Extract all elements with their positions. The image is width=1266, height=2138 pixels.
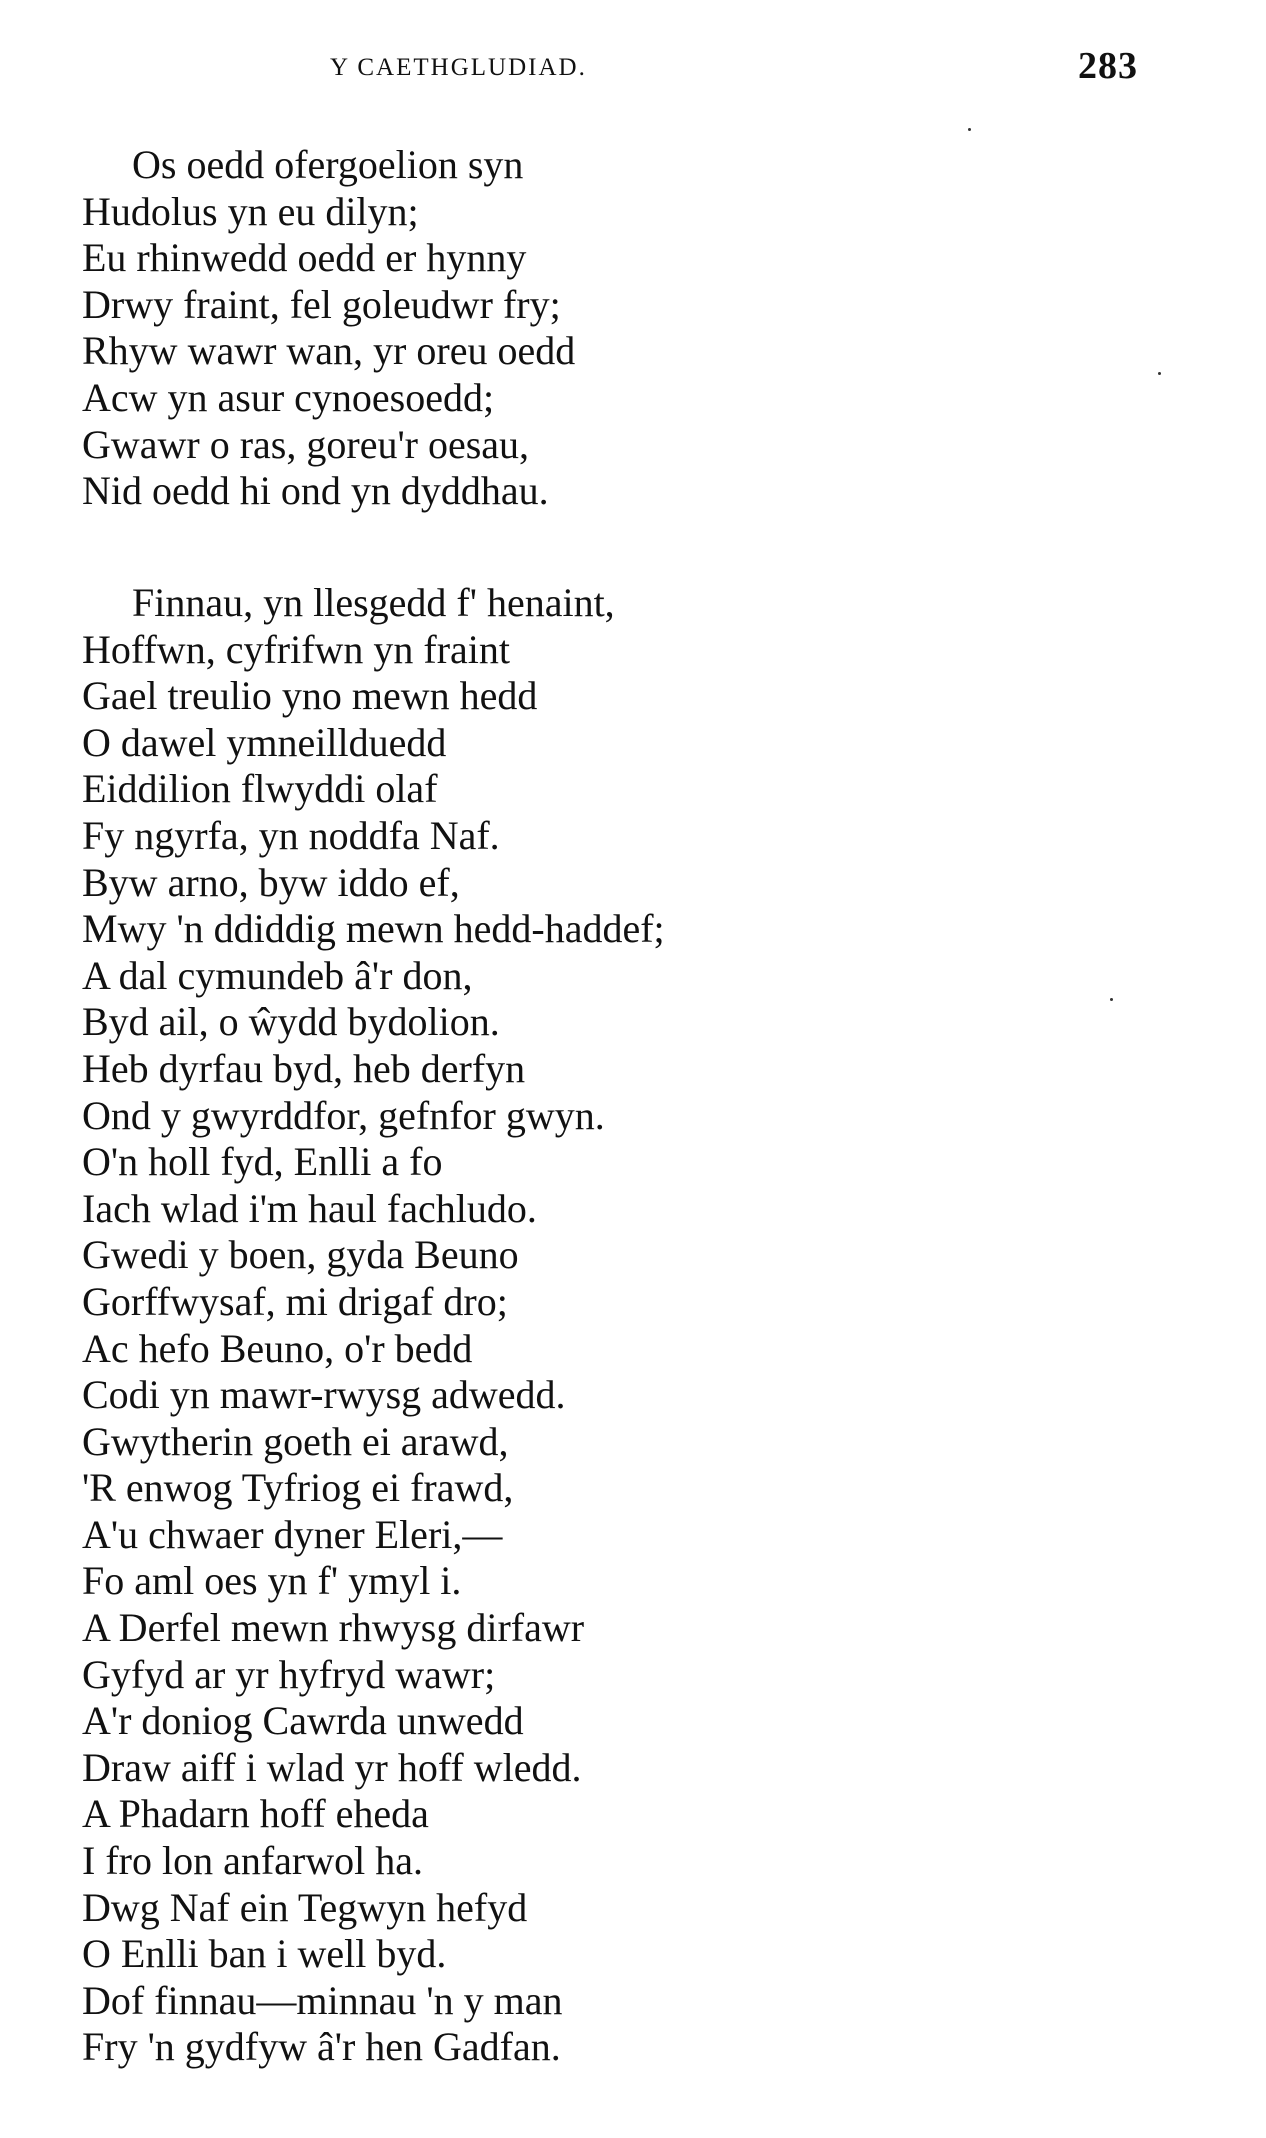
stanza-2 [82,580,1182,2071]
poem-line: Fry 'n gydfyw â'r hen Gadfan. [82,2024,561,2070]
poem-line: Dwg Naf ein Tegwyn hefyd [82,1884,528,1930]
poem-line: Gwawr o ras, goreu'r oesau, [82,421,530,467]
poem-line: Iach wlad i'm haul fachludo. [82,1185,537,1231]
poem-line: Hudolus yn eu dilyn; [82,188,419,234]
poem-line: Rhyw wawr wan, yr oreu oedd [82,328,576,374]
poem-line: 'R enwog Tyfriog ei frawd, [82,1465,514,1511]
poem-line: Gwytherin goeth ei arawd, [82,1418,509,1464]
poem-line: Eiddilion flwyddi olaf [82,766,438,812]
poem-line: O'n holl fyd, Enlli a fo [82,1139,443,1185]
poem-line: Heb dyrfau byd, heb derfyn [82,1045,526,1091]
poem-line: Gyfyd ar yr hyfryd wawr; [82,1651,496,1697]
poem-line: Mwy 'n ddiddig mewn hedd-haddef; [82,906,665,952]
poem-line: Fo aml oes yn f' ymyl i. [82,1558,462,1604]
poem-line: Eu rhinwedd oedd er hynny [82,235,527,281]
running-head [0,44,1266,94]
poem-line: Gael treulio yno mewn hedd [82,673,538,719]
print-speck [968,128,971,131]
poem-line: Fy ngyrfa, yn noddfa Naf. [82,812,500,858]
poem-line: A Derfel mewn rhwysg dirfawr [82,1605,585,1651]
poem-line: Ac hefo Beuno, o'r bedd [82,1325,473,1371]
poem-line: Byw arno, byw iddo ef, [82,859,460,905]
poem-line: Byd ail, o ŵydd bydolion. [82,999,500,1045]
stanza-1 [82,142,1182,515]
poem-line: Gorffwysaf, mi drigaf dro; [82,1278,508,1324]
poem-line: Gwedi y boen, gyda Beuno [82,1232,519,1278]
poem-line: A'r doniog Cawrda unwedd [82,1698,524,1744]
poem-line: Finnau, yn llesgedd f' henaint, [132,580,615,625]
poem-line: Drwy fraint, fel goleudwr fry; [82,281,561,327]
poem-line: Acw yn asur cynoesoedd; [82,374,495,420]
poem-line: Draw aiff i wlad yr hoff wledd. [82,1744,582,1790]
poem-line: I fro lon anfarwol ha. [82,1838,423,1884]
poem-line: O Enlli ban i well byd. [82,1931,447,1977]
page-number: 283 [1078,45,1138,87]
poem-line: O dawel ymneillduedd [82,719,447,765]
print-speck [1110,998,1113,1001]
poem-line: A dal cymundeb â'r don, [82,952,473,998]
poem-line: Codi yn mawr-rwysg adwedd. [82,1372,566,1418]
poem-line: Hoffwn, cyfrifwn yn fraint [82,626,511,672]
poem-line: A'u chwaer dyner Eleri,— [82,1511,503,1557]
poem-line: A Phadarn hoff eheda [82,1791,429,1837]
print-speck [1158,372,1161,375]
poem-line: Nid oedd hi ond yn dyddhau. [82,468,549,514]
poem-line: Os oedd ofergoelion syn [132,142,524,187]
running-title: Y CAETHGLUDIAD. [330,54,587,81]
poem-line: Ond y gwyrddfor, gefnfor gwyn. [82,1092,605,1138]
poem-line: Dof finnau—minnau 'n y man [82,1977,563,2023]
